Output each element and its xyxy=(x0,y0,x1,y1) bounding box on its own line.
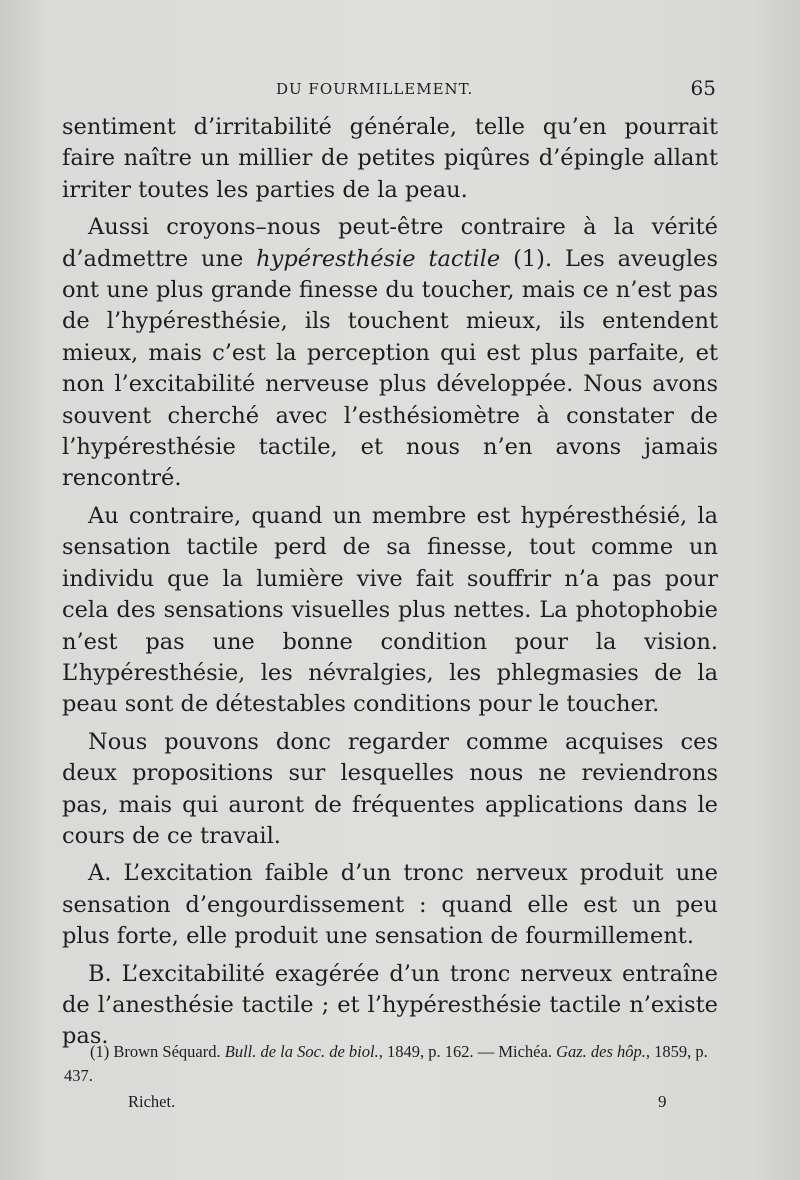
page-header xyxy=(60,76,720,100)
footnote-1 xyxy=(64,1040,724,1088)
signature-mark-author: Richet. xyxy=(128,1092,176,1111)
proposition-a: A. L’excitation faible d’un tronc nerveux produit une sensation d’engourdissement : quand elle est un peu plus forte, elle produit une sensation de fourmillement. xyxy=(62,860,718,950)
signature-mark-number: 9 xyxy=(658,1092,667,1111)
footnote-ref2-rest: , 1859, p. 437. xyxy=(64,1042,708,1085)
footnote-ref1-rest: , 1849, p. 162. — Michéa. xyxy=(378,1042,557,1061)
paragraph-2-emphasis: hypéresthésie tactile xyxy=(256,245,501,272)
footnote xyxy=(64,1040,724,1088)
running-head: DU FOURMILLEMENT. xyxy=(276,80,474,98)
paragraph-1: sentiment d’irritabilité générale, telle qu’en pourrait faire naître un millier de petites piqûres d’épingle allant irriter toutes les parties de la peau. xyxy=(62,114,718,203)
paragraph-2-text-b: (1). Les aveugles ont une plus grande finesse du toucher, mais ce n’est pas de l’hypéresthésie, ils touchent mieux, ils entendent mieux, mais c’est la perception qui est plus parfaite, et non l’excitabilité nerveuse plus développée. Nous avons souvent cherché avec l’esthésiomètre à constater de l’hypéresthésie tactile, et nous n’en avons jamais rencontré. xyxy=(62,245,718,492)
page-number: 65 xyxy=(690,76,716,100)
footnote-marker: (1) Brown Séquard. xyxy=(90,1042,225,1061)
footnote-ref2-title: Gaz. des hôp. xyxy=(556,1042,646,1061)
paragraph-3: Au contraire, quand un membre est hypéresthésié, la sensation tactile perd de sa finesse, tout comme un individu que la lumière vive fait souffrir n’a pas pour cela des sensations visuelles plus nettes. La photophobie n’est pas une bonne condition pour la vision. L’hypéresthésie, les névralgies, les phlegmasies de la peau sont de détestables conditions pour le toucher. xyxy=(62,502,718,718)
paragraph-4: Nous pouvons donc regarder comme acquises ces deux propositions sur lesquelles nous ne reviendrons pas, mais qui auront de fréquentes applications dans le cours de ce travail. xyxy=(62,728,718,849)
paragraph-2-text-a: Aussi croyons–nous peut-être contraire à la vérité d’admettre une xyxy=(62,214,718,272)
paragraph-2 xyxy=(62,212,718,495)
footnote-ref1-title: Bull. de la Soc. de biol. xyxy=(224,1042,379,1061)
body-text xyxy=(62,112,718,1059)
proposition-b: B. L’excitabilité exagérée d’un tronc nerveux entraîne de l’anesthésie tactile ; et l’hypéresthésie tactile n’existe pas. xyxy=(62,960,718,1050)
